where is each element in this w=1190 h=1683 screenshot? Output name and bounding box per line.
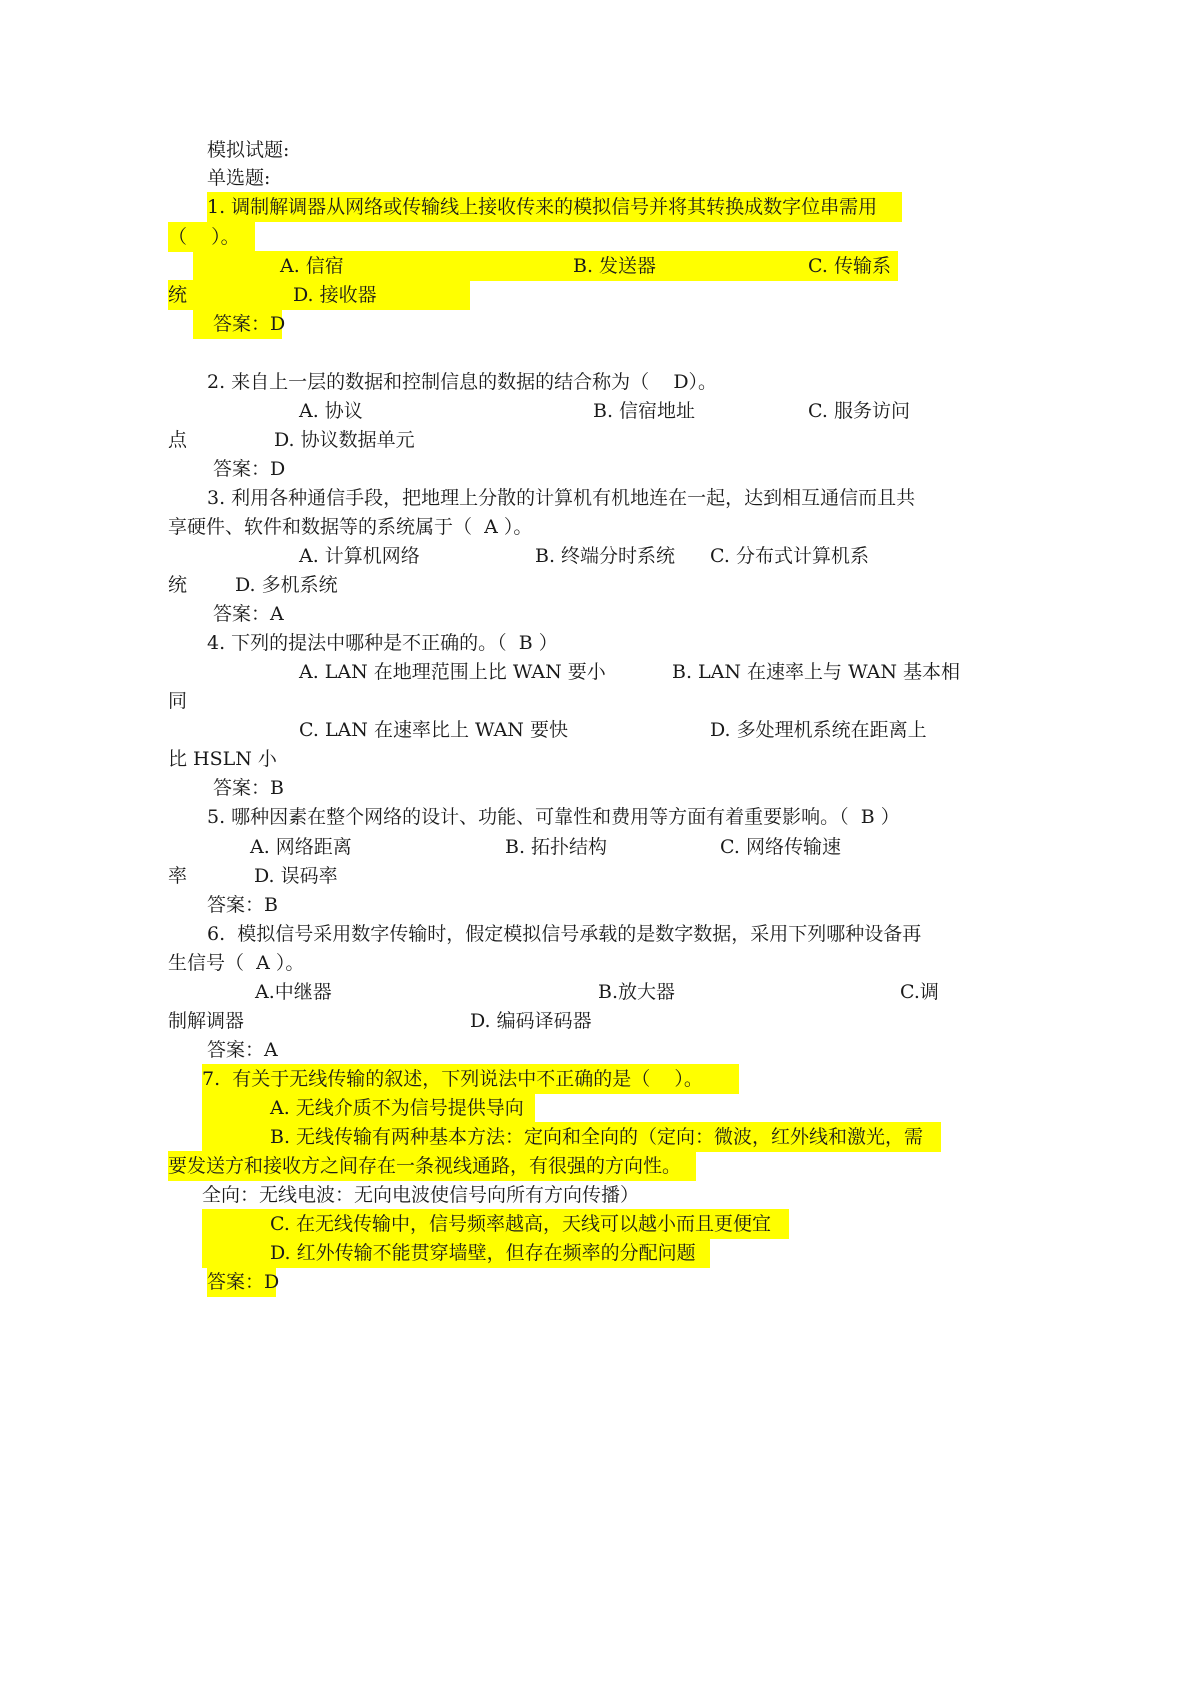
question-3-option-c: C. 分布式计算机系 [710,545,869,567]
question-2-stem: 2. 来自上一层的数据和控制信息的数据的结合称为（ D）。 [207,371,718,393]
question-6-option-b: B.放大器 [598,981,676,1003]
question-6-stem: 6. 模拟信号采用数字传输时，假定模拟信号承载的是数字数据，采用下列哪种设备再 [207,923,922,945]
question-5-option-b: B. 拓扑结构 [505,836,608,858]
question-7-option-a: A. 无线介质不为信号提供导向 [202,1093,535,1123]
question-1-option-c-cont: 统 [168,284,188,306]
question-2-answer: 答案：D [213,458,286,480]
question-4-option-d: D. 多处理机系统在距离上 [710,719,927,741]
question-7-option-b-cont2: 全向：无线电波：无向电波使信号向所有方向传播） [202,1184,640,1206]
question-3-stem-cont: 享硬件、软件和数据等的系统属于（ A ）。 [168,516,533,538]
question-1-option-c: C. 传输系 [808,255,891,277]
question-6-answer: 答案：A [207,1039,278,1061]
question-1-option-a: A. 信宿 [280,255,344,277]
question-5-answer: 答案：B [207,894,278,916]
question-6-option-d: D. 编码译码器 [470,1010,592,1032]
question-5-option-a: A. 网络距离 [250,836,352,858]
question-6-option-c: C.调 [900,981,939,1003]
question-2-option-c: C. 服务访问 [808,400,910,422]
question-4-option-b-cont: 同 [168,690,188,712]
question-1-answer: 答案：D [193,309,282,339]
question-1-option-b: B. 发送器 [573,255,657,277]
section-heading: 单选题: [207,167,271,189]
question-6-stem-cont: 生信号（ A ）。 [168,952,305,974]
question-3-option-b: B. 终端分时系统 [535,545,676,567]
question-7-answer: 答案：D [207,1267,276,1297]
question-1-option-d: D. 接收器 [293,284,377,306]
question-3-option-a: A. 计算机网络 [299,545,420,567]
question-4-option-c: C. LAN 在速率比上 WAN 要快 [299,719,568,741]
question-3-stem: 3. 利用各种通信手段，把地理上分散的计算机有机地连在一起，达到相互通信而且共 [207,487,916,509]
question-5-stem: 5. 哪种因素在整个网络的设计、功能、可靠性和费用等方面有着重要影响。（ B ） [207,806,900,828]
question-4-answer: 答案：B [213,777,284,799]
question-7-option-b-cont: 要发送方和接收方之间存在一条视线通路，有很强的方向性。 [168,1151,696,1181]
question-3-option-d: D. 多机系统 [235,574,338,596]
question-7-option-c: C. 在无线传输中，信号频率越高，天线可以越小而且更便宜 [202,1209,789,1239]
question-7-stem: 7. 有关于无线传输的叙述，下列说法中不正确的是（ ）。 [202,1064,739,1094]
question-6-option-c-cont: 制解调器 [168,1010,245,1032]
question-2-option-d: D. 协议数据单元 [274,429,415,451]
question-7-option-d: D. 红外传输不能贯穿墙壁，但存在频率的分配问题 [202,1238,710,1268]
question-1-stem: 1. 调制解调器从网络或传输线上接收传来的模拟信号并将其转换成数字位串需用 [207,192,902,222]
question-5-option-c: C. 网络传输速 [720,836,841,858]
document-title: 模拟试题: [207,139,290,161]
question-7-option-b: B. 无线传输有两种基本方法：定向和全向的（定向：微波，红外线和激光，需 [202,1122,941,1152]
question-4-option-a: A. LAN 在地理范围上比 WAN 要小 [299,661,606,683]
question-2-option-a: A. 协议 [299,400,363,422]
question-4-stem: 4. 下列的提法中哪种是不正确的。（ B ） [207,632,558,654]
question-5-option-c-cont: 率 [168,865,188,887]
question-2-option-c-cont: 点 [168,429,188,451]
question-3-answer: 答案：A [213,603,284,625]
question-1-stem-cont: （ ）。 [168,222,255,252]
question-6-option-a: A.中继器 [255,981,332,1003]
question-2-option-b: B. 信宿地址 [593,400,696,422]
question-4-option-b: B. LAN 在速率上与 WAN 基本相 [672,661,961,683]
question-4-option-d-cont: 比 HSLN 小 [168,748,277,770]
question-3-option-c-cont: 统 [168,574,188,596]
question-5-option-d: D. 误码率 [254,865,338,887]
